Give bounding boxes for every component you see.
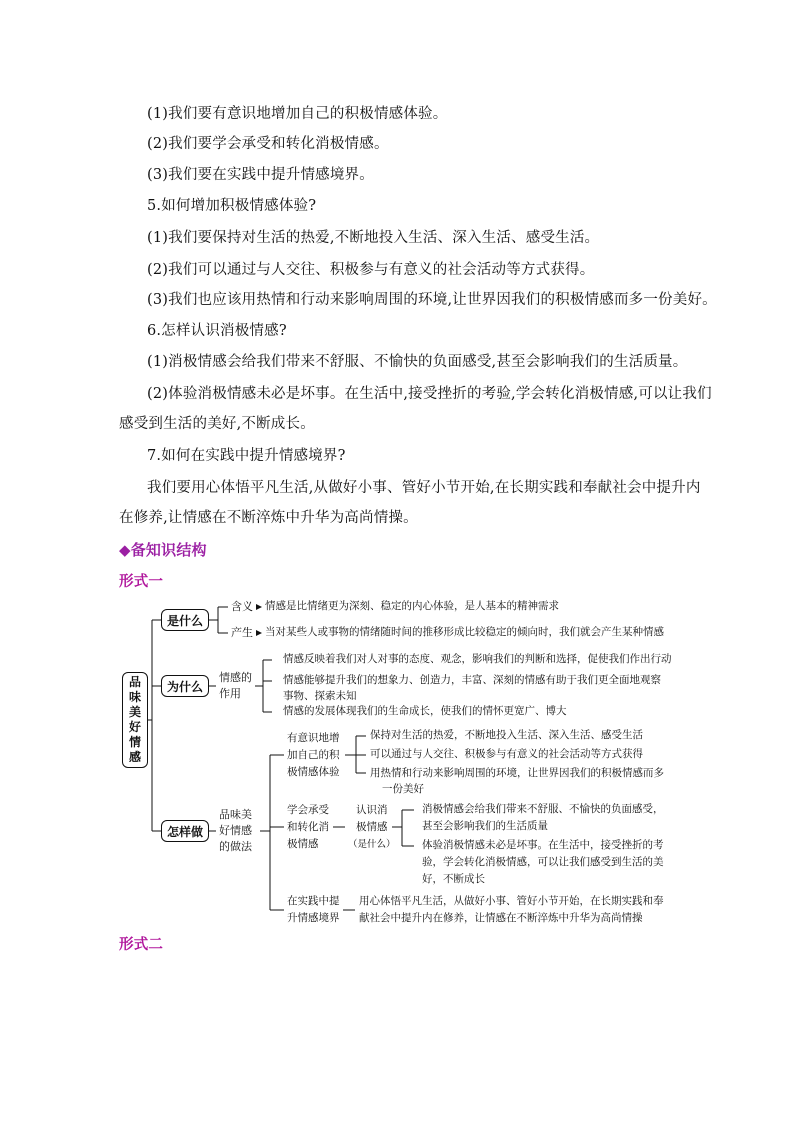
root-char: 美: [128, 705, 141, 719]
text-line: (1)消极情感会给我们带来不舒服、不愉快的负面感受,甚至会影响我们的生活质量。: [147, 354, 688, 370]
negative-mid-label: [348, 802, 396, 853]
section-heading: ◆备知识结构: [119, 541, 207, 559]
role-label: [219, 670, 252, 702]
text-line: (2)我们要学会承受和转化消极情感。: [147, 136, 389, 152]
practice-label: [219, 807, 252, 855]
origin-text: 当对某些人或事物的情绪随时间的推移形成比较稳定的倾向时，我们就会产生某种情感: [265, 626, 664, 638]
rise-text-cont: 献社会中提升内在修养，让情感在不断淬炼中升华为高尚情操: [359, 912, 643, 924]
negative-label: [287, 802, 329, 853]
rise-label-line: 升情感境界: [287, 912, 340, 924]
negative-label-line: 学会承受: [287, 804, 329, 816]
root-char: 情: [128, 735, 141, 749]
text-line: (2)体验消极情感未必是坏事。在生活中,接受挫折的考验,学会转化消极情感,可以让我们: [147, 386, 712, 402]
negative-item-cont: 甚至会影响我们的生活质量: [422, 820, 548, 832]
positive-label-line: 有意识地增: [287, 732, 340, 744]
role-item-cont: 事物、探索未知: [283, 690, 357, 702]
text-line: (3)我们也应该用热情和行动来影响周围的环境,让世界因我们的积极情感而多一份美好。: [147, 292, 717, 308]
role-label-line: 情感的: [219, 671, 252, 684]
question-heading: 7.如何在实践中提升情感境界?: [147, 448, 346, 464]
how-node: 怎样做: [161, 820, 209, 842]
root-node: [122, 672, 148, 768]
role-item: 情感反映着我们对人对事的态度、观念，影响我们的判断和选择，促使我们作出行动: [283, 653, 672, 665]
text-line: (1)我们要有意识地增加自己的积极情感体验。: [147, 106, 448, 122]
text-line: 我们要用心体悟平凡生活,从做好小事、管好小节开始,在长期实践和奉献社会中提升内: [147, 480, 701, 496]
root-char: 感: [128, 750, 141, 764]
text-line: 感受到生活的美好,不断成长。: [119, 416, 315, 432]
negative-mid-line: 极情感: [356, 821, 388, 833]
positive-item: 保持对生活的热爱，不断地投入生活、深入生活、感受生活: [370, 729, 643, 741]
what-node: 是什么: [161, 609, 209, 631]
question-heading: 5.如何增加积极情感体验?: [147, 198, 317, 214]
role-item: 情感能够提升我们的想象力、创造力，丰富、深刻的情感有助于我们更全面地观察: [283, 674, 661, 686]
positive-label-line: 极情感体验: [287, 766, 340, 778]
practice-label-line: 好情感: [219, 824, 252, 837]
question-heading: 6.怎样认识消极情感?: [147, 323, 287, 339]
positive-label-line: 加自己的积: [287, 749, 340, 761]
negative-item-cont: 好，不断成长: [422, 873, 485, 885]
origin-label: 产生: [231, 626, 253, 639]
practice-label-line: 的做法: [219, 840, 252, 853]
positive-item-cont: 一份美好: [382, 783, 424, 795]
negative-label-line: 极情感: [287, 838, 319, 850]
rise-text: 用心体悟平凡生活，从做好小事、管好小节开始，在长期实践和奉: [359, 895, 664, 907]
negative-mid-line: （是什么）: [348, 839, 396, 850]
rise-label-line: 在实践中提: [287, 895, 340, 907]
root-char: 品: [128, 675, 141, 689]
meaning-label: 含义: [231, 600, 253, 613]
positive-item: 可以通过与人交往、积极参与有意义的社会活动等方式获得: [370, 748, 643, 760]
why-node: 为什么: [161, 675, 209, 697]
rise-label: [287, 893, 340, 927]
text-line: (2)我们可以通过与人交往、积极参与有意义的社会活动等方式获得。: [147, 262, 595, 278]
negative-mid-line: 认识消: [356, 804, 388, 816]
root-char: 味: [128, 690, 141, 704]
negative-item-cont: 验，学会转化消极情感，可以让我们感受到生活的美: [422, 856, 664, 868]
positive-label: [287, 730, 340, 781]
role-label-line: 作用: [219, 687, 241, 700]
negative-label-line: 和转化消: [287, 821, 329, 833]
text-line: (1)我们要保持对生活的热爱,不断地投入生活、深入生活、感受生活。: [147, 230, 600, 246]
meaning-text: 情感是比情绪更为深刻、稳定的内心体验，是人基本的精神需求: [265, 600, 559, 612]
practice-label-line: 品味美: [219, 808, 252, 821]
positive-item: 用热情和行动来影响周围的环境，让世界因我们的积极情感而多: [370, 767, 664, 779]
negative-item: 消极情感会给我们带来不舒服、不愉快的负面感受，: [422, 803, 664, 815]
form-one-label: 形式一: [119, 573, 164, 590]
form-two-label: 形式二: [119, 936, 164, 953]
root-char: 好: [128, 720, 141, 734]
text-line: 在修养,让情感在不断淬炼中升华为高尚情操。: [119, 510, 418, 526]
role-item: 情感的发展体现我们的生命成长，使我们的情怀更宽广、博大: [283, 705, 567, 717]
negative-item: 体验消极情感未必是坏事。在生活中，接受挫折的考: [422, 839, 664, 851]
text-line: (3)我们要在实践中提升情感境界。: [147, 167, 374, 183]
